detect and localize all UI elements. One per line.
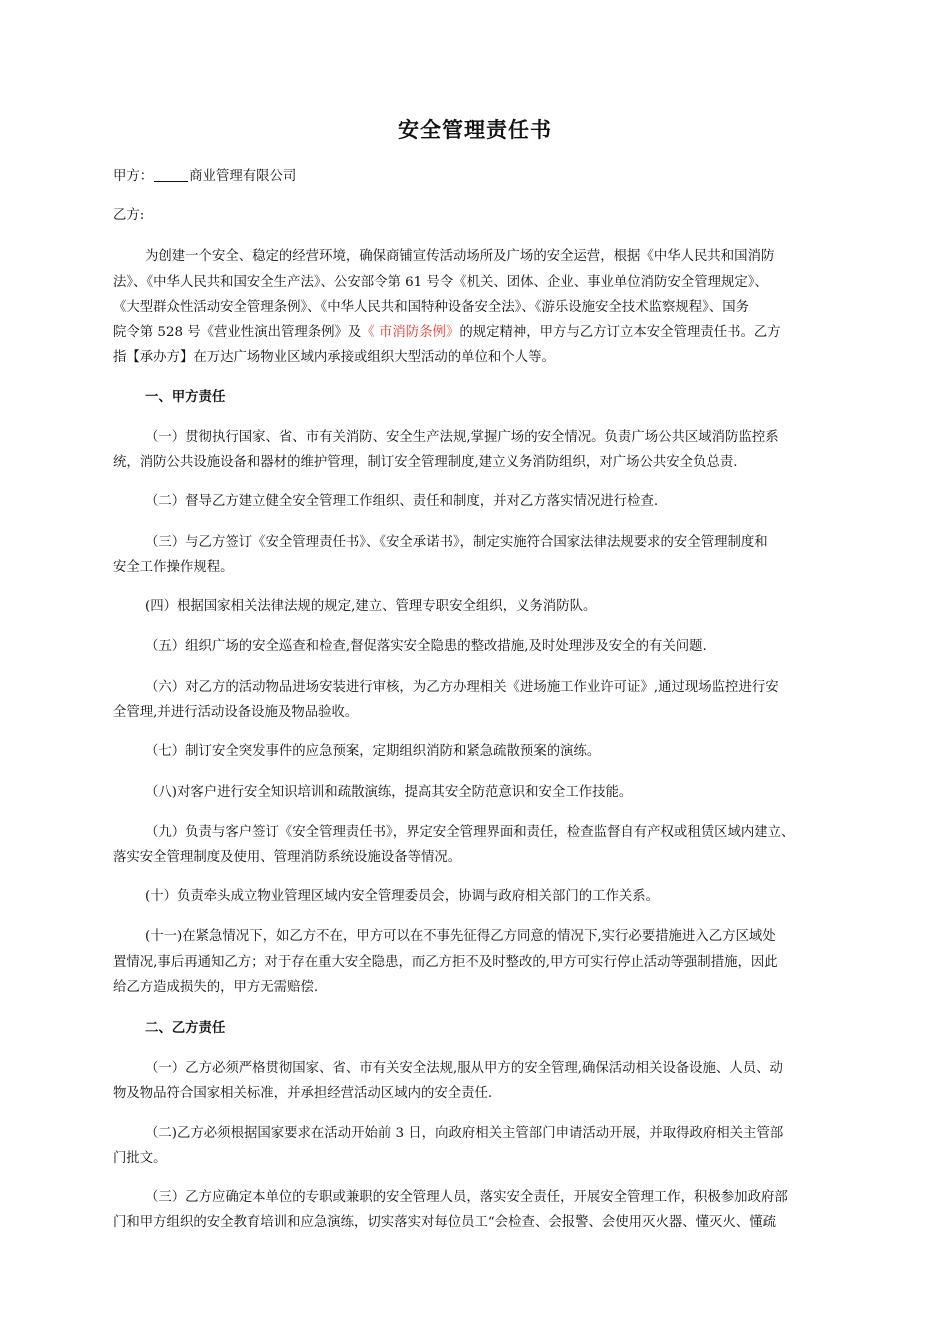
party-a-line	[113, 166, 837, 188]
city-regulation-reference: 《 市消防条例》	[361, 325, 460, 340]
clause-line: （一）乙方必须严格贯彻国家、省、市有关安全法规,服从甲方的安全管理,确保活动相关设备设施、人员、动	[145, 1061, 783, 1076]
intro-line: 为创建一个安全、稳定的经营环境，确保商铺宣传活动场所及广场的安全运营，根据《中华人民共和国消防	[145, 249, 775, 264]
clause-line: 安全工作操作规程。	[113, 560, 234, 575]
clause-line: 置情况,事后再通知乙方；对于存在重大安全隐患，而乙方拒不及时整改的,甲方可实行停止活动等强制措施，因此	[113, 955, 778, 970]
section-heading-party-b: 二、乙方责任	[145, 1021, 226, 1036]
clause-line: 门批文。	[113, 1151, 167, 1166]
intro-text: 院令第 528 号《营业性演出管理条例》及	[113, 325, 362, 340]
intro-line: 法》、《中华人民共和国安全生产法》、公安部令第 61 号令《机关、团体、企业、事业单位消防安全管理规定》、	[113, 275, 768, 290]
clause-line: (十）负责牵头成立物业管理区域内安全管理委员会，协调与政府相关部门的工作关系。	[145, 889, 660, 904]
section-heading-party-a: 一、甲方责任	[145, 390, 226, 405]
document-title: 安全管理责任书	[398, 118, 552, 142]
clause-line: （一）贯彻执行国家、省、市有关消防、安全生产法规,掌握广场的安全情况。负责广场公共区域消防监控系	[145, 430, 779, 445]
party-b-line: 乙方:	[113, 208, 145, 223]
clause-line: 落实安全管理制度及使用、管理消防系统设施设备等情况。	[113, 850, 462, 865]
intro-line	[113, 322, 837, 344]
clause-line: (四）根据国家相关法律法规的规定,建立、管理专职安全组织，义务消防队。	[145, 599, 597, 614]
clause-line: （二)乙方必须根据国家要求在活动开始前 3 日，向政府相关主管部门申请活动开展，并取得政府相关主管部	[145, 1126, 784, 1141]
intro-line: 指【承办方】在万达广场物业区域内承接或组织大型活动的单位和个人等。	[113, 350, 555, 365]
party-a-label: 甲方：	[113, 169, 154, 184]
clause-line: （六）对乙方的活动物品进场安装进行审核，为乙方办理相关《进场施工作业许可证》,通过现场监控进行安	[145, 680, 779, 695]
clause-line: （二）督导乙方建立健全安全管理工作组织、责任和制度，并对乙方落实情况进行检查.	[145, 494, 659, 509]
clause-line: （九）负责与客户签订《安全管理责任书》，界定安全管理界面和责任，检查监督自有产权或租赁区域内建立、	[145, 825, 795, 840]
clause-line: （七）制订安全突发事件的应急预案，定期组织消防和紧急疏散预案的演练。	[145, 744, 601, 759]
clause-line: 统，消防公共设施设备和器材的维护管理，制订安全管理制度,建立义务消防组织，对广场公共安全负总责.	[113, 455, 738, 470]
party-a-name: 商业管理有限公司	[189, 169, 297, 184]
clause-line: （八)对客户进行安全知识培训和疏散演练，提高其安全防范意识和安全工作技能。	[145, 785, 633, 800]
clause-line: 物及物品符合国家相关标准，并承担经营活动区域内的安全责任.	[113, 1086, 493, 1101]
intro-line: 《大型群众性活动安全管理条例》、《中华人民共和国特种设备安全法》、《游乐设施安全技术监察规程》、国务	[113, 300, 750, 315]
clause-line: （三）与乙方签订《安全管理责任书》、《安全承诺书》，制定实施符合国家法律法规要求的安全管理制度和	[145, 535, 768, 550]
party-a-blank	[154, 167, 188, 182]
clause-line: （五）组织广场的安全巡查和检查,督促落实安全隐患的整改措施,及时处理涉及安全的有关问题.	[145, 639, 707, 654]
clause-line: 门和甲方组织的安全教育培训和应急演练，切实落实对每位员工“会检查、会报警、会使用灭火器、懂灭火、懂疏	[113, 1215, 776, 1230]
clause-line: (十一)在紧急情况下，如乙方不在，甲方可以在不事先征得乙方同意的情况下,实行必要措施进入乙方区域处	[145, 929, 776, 944]
clause-line: 给乙方造成损失的，甲方无需赔偿.	[113, 980, 319, 995]
clause-line: （三）乙方应确定本单位的专职或兼职的安全管理人员，落实安全责任，开展安全管理工作，积极参加政府部	[145, 1190, 788, 1205]
intro-text: 的规定精神，甲方与乙方订立本安全管理责任书。乙方	[459, 325, 781, 340]
clause-line: 全管理,并进行活动设备设施及物品验收。	[113, 705, 359, 720]
